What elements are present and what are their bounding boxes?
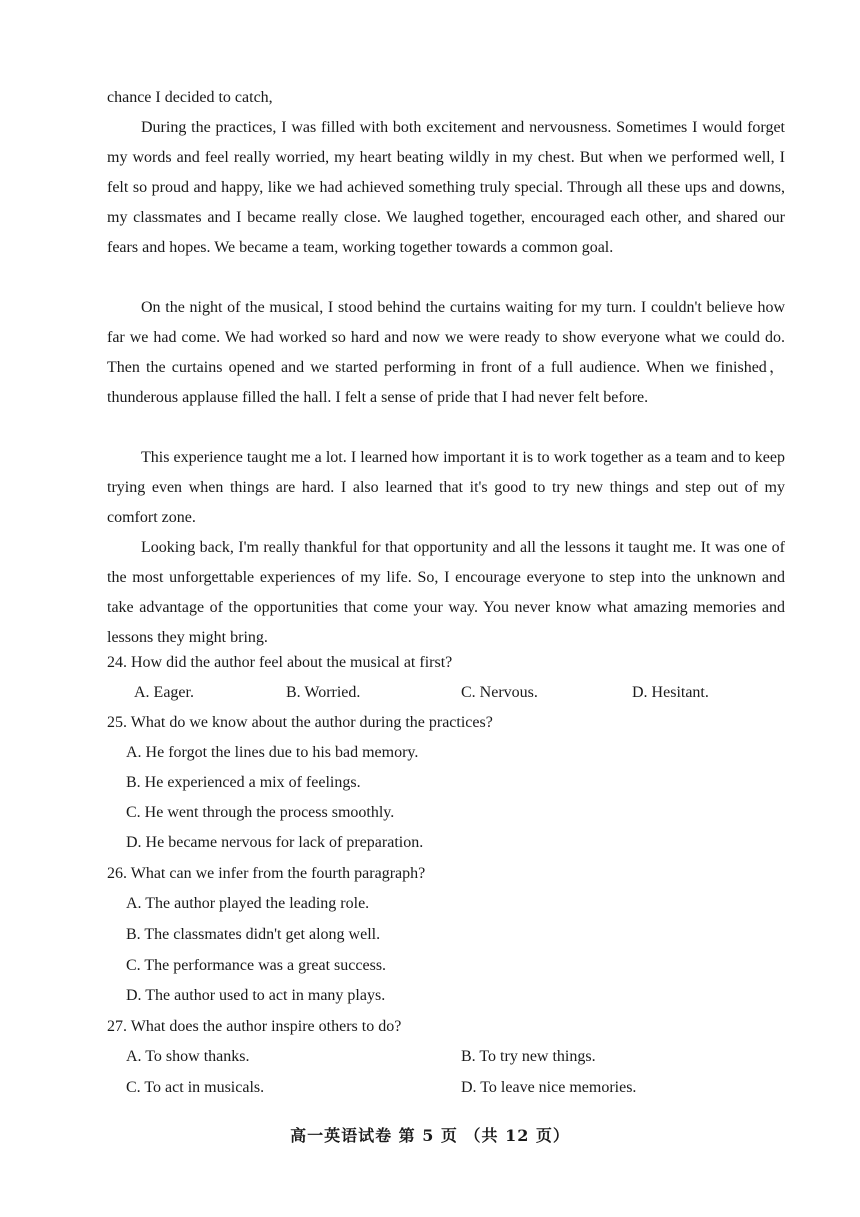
question-25-option-b: B. He experienced a mix of feelings. <box>126 774 361 791</box>
question-24-option-c: C. Nervous. <box>461 684 538 701</box>
question-26-stem: 26. What can we infer from the fourth paragraph? <box>107 865 426 882</box>
question-24-option-d: D. Hesitant. <box>632 684 709 701</box>
question-26-option-a: A. The author played the leading role. <box>126 895 370 912</box>
passage-paragraph-fragment: chance I decided to catch, <box>107 89 273 106</box>
question-27-stem: 27. What does the author inspire others to do? <box>107 1018 402 1035</box>
question-27-option-b: B. To try new things. <box>461 1048 596 1065</box>
question-27-option-c: C. To act in musicals. <box>126 1079 265 1096</box>
passage-paragraph-4: On the night of the musical, I stood behind the curtains waiting for my turn. I couldn't believe how far we had come. We had worked so hard and now we were ready to show everyone what we could do. Then the curtains opened and we started performing in front of a full audience. When we finished，thunderous applause filled the hall. I felt a sense of pride that I had never felt before. <box>107 299 785 406</box>
page-footer: 高一英语试卷 第 5 页 （共 12 页） <box>290 1126 570 1145</box>
question-25-option-d: D. He became nervous for lack of preparation. <box>126 834 424 851</box>
passage-paragraph-6: Looking back, I'm really thankful for that opportunity and all the lessons it taught me. It was one of the most unforgettable experiences of my life. So, I encourage everyone to step into the unknown and take advantage of the opportunities that come your way. You never know what amazing memories and lessons they might bring. <box>107 539 785 646</box>
question-24-stem: 24. How did the author feel about the musical at first? <box>107 654 453 671</box>
question-26-option-b: B. The classmates didn't get along well. <box>126 926 381 943</box>
question-25-stem: 25. What do we know about the author during the practices? <box>107 714 493 731</box>
question-24-option-a: A. Eager. <box>134 684 194 701</box>
passage-paragraph-3: During the practices, I was filled with both excitement and nervousness. Sometimes I would forget my words and feel really worried, my heart beating wildly in my chest. But when we performed well, I felt so proud and happy, like we had achieved something truly special. Through all these ups and downs, my classmates and I became really close. We laughed together, encouraged each other, and shared our fears and hopes. We became a team, working together towards a common goal. <box>107 119 785 256</box>
question-25-option-c: C. He went through the process smoothly. <box>126 804 395 821</box>
question-27-option-a: A. To show thanks. <box>126 1048 250 1065</box>
question-26-option-d: D. The author used to act in many plays. <box>126 987 386 1004</box>
question-27-option-d: D. To leave nice memories. <box>461 1079 637 1096</box>
question-26-option-c: C. The performance was a great success. <box>126 957 387 974</box>
passage-paragraph-5: This experience taught me a lot. I learned how important it is to work together as a team and to keep trying even when things are hard. I also learned that it's good to try new things and step out of my comfort zone. <box>107 449 785 526</box>
question-25-option-a: A. He forgot the lines due to his bad memory. <box>126 744 419 761</box>
question-24-option-b: B. Worried. <box>286 684 361 701</box>
